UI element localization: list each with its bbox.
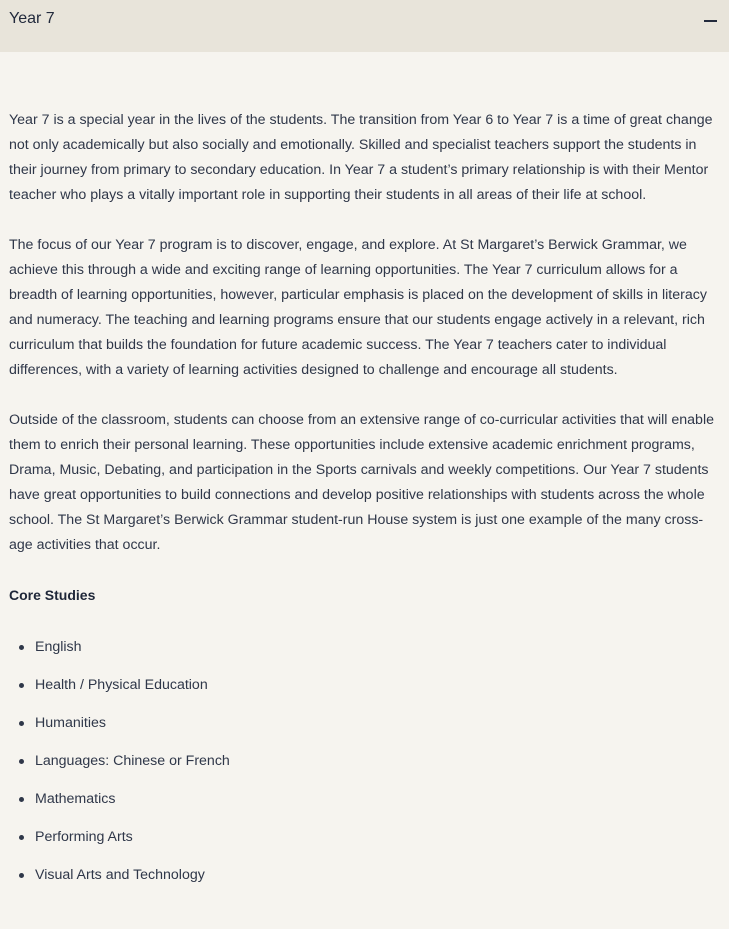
list-item-label: English [35,639,82,655]
minus-icon[interactable] [704,20,717,22]
bullet-icon [19,683,24,688]
program-focus-paragraph: The focus of our Year 7 program is to discover, engage, and explore. At St Margaret’s Berwick Grammar, we achieve this through a wide and exciting range of learning opportunities. The Year 7 curriculum allows for a breadth of learning opportunities, however, particular emphasis is placed on the development of skills in literacy and numeracy. The teaching and learning programs ensure that our students engage actively in a relevant, rich curriculum that builds the foundation for future academic success. The Year 7 teachers cater to individual differences, with a variety of learning activities designed to challenge and encourage all students. [9,237,707,378]
co-curricular-paragraph: Outside of the classroom, students can choose from an extensive range of co-curricular activities that will enable them to enrich their personal learning. These opportunities include extensive academic enrichment programs, Drama, Music, Debating, and participation in the Sports carnivals and weekly competitions. Our Year 7 students have great opportunities to build connections and develop positive relationships with students across the whole school. The St Margaret’s Berwick Grammar student-run House system is just one example of the many cross-age activities that occur. [9,412,714,553]
list-item [9,711,721,749]
list-item [9,635,721,673]
core-studies-heading: Core Studies [9,587,96,603]
core-studies-list [9,635,721,901]
accordion-title: Year 7 [9,10,55,27]
list-item [9,825,721,863]
list-item [9,749,721,787]
bullet-icon [19,721,24,726]
list-item-label: Languages: Chinese or French [35,753,230,769]
list-item-label: Mathematics [35,791,116,807]
list-item-label: Visual Arts and Technology [35,867,205,883]
bullet-icon [19,645,24,650]
list-item [9,787,721,825]
intro-paragraph: Year 7 is a special year in the lives of the students. The transition from Year 6 to Year 7 is a time of great change not only academically but also socially and emotionally. Skilled and specialist teachers support the students in their journey from primary to secondary education. In Year 7 a student’s primary relationship is with their Mentor teacher who plays a vitally important role in supporting their students in all areas of their life at school. [9,112,713,203]
list-item-label: Humanities [35,715,106,731]
bullet-icon [19,835,24,840]
bullet-icon [19,797,24,802]
accordion-header-year-7[interactable] [0,0,729,52]
list-item [9,673,721,711]
accordion-body [9,108,721,901]
list-item [9,863,721,901]
bullet-icon [19,873,24,878]
list-item-label: Health / Physical Education [35,677,208,693]
bullet-icon [19,759,24,764]
list-item-label: Performing Arts [35,829,133,845]
